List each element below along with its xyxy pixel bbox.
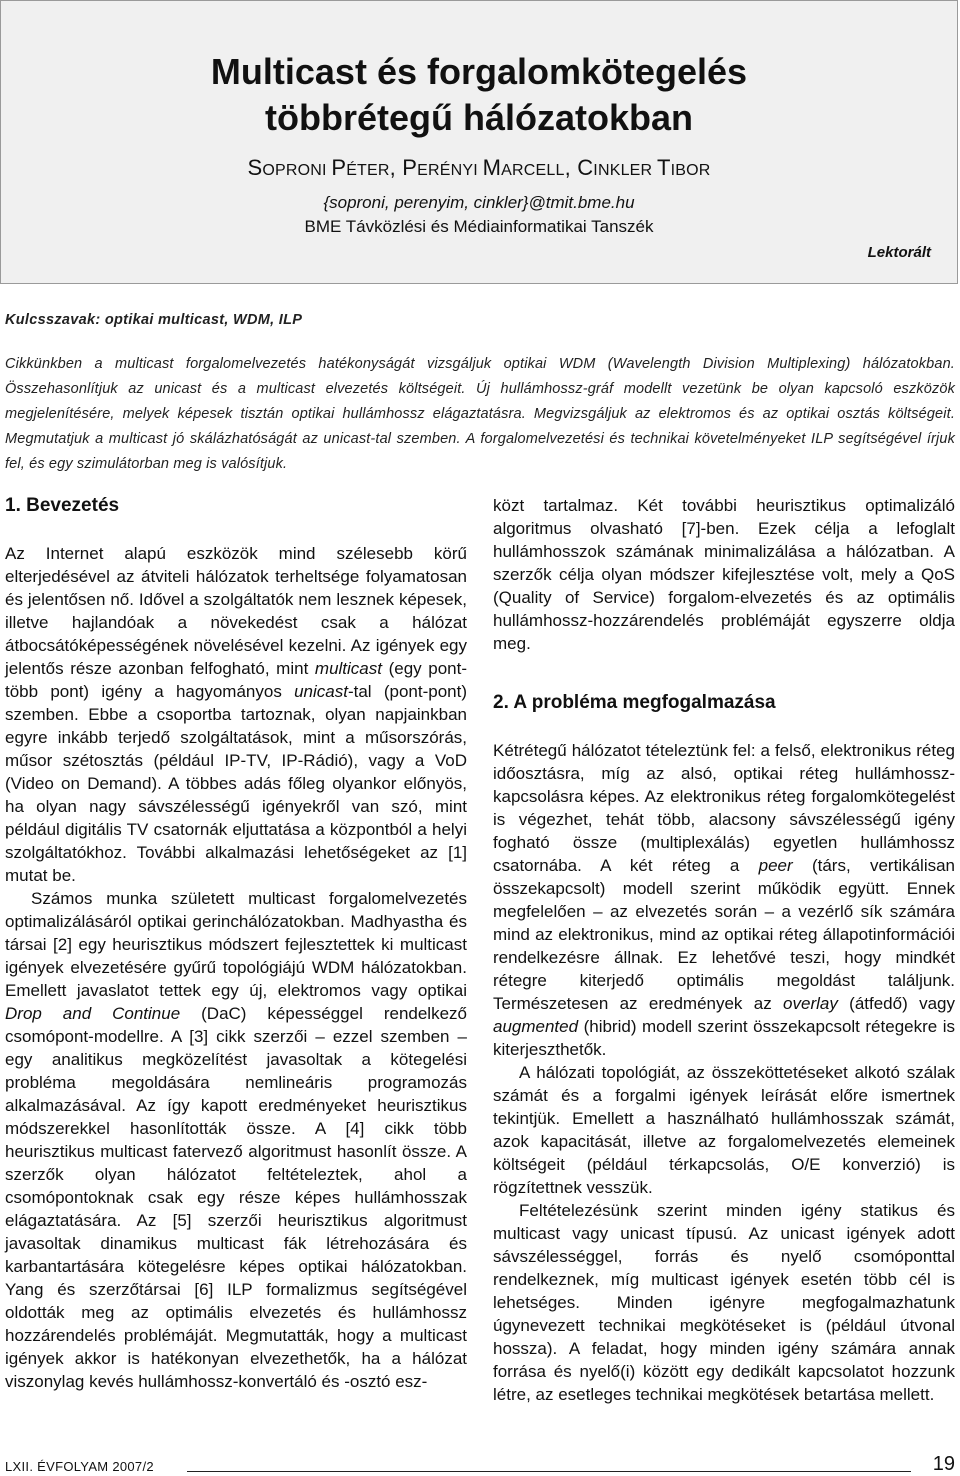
column-left	[5, 494, 467, 1393]
column-right	[493, 494, 955, 1406]
abstract: Cikkünkben a multicast forgalomelvezetés hatékonyságát vizsgáljuk optikai WDM (Wavelength Division Multiplexing) hálózatokban. Összehasonlítjuk az unicast és a multicast elvezetés költségeit. Új hullámhossz-gráf modellt vezetünk be olyan kapcsoló eszközök megjelenítésére, melyek képesek tisztán optikai hullámhossz elágaztatásra. Megvizsgáljuk az elektromos és az optikai osztás költségeit. Megmutatjuk a multicast jó skálázhatóságát az unicast-tal szemben. A forgalomelvezetési és technikai követelményeket ILP segítségével írjuk fel, és egy szimulátorban meg is valósítjuk.	[5, 356, 955, 472]
author-emails: {soproni, perenyim, cinkler}@tmit.bme.hu	[323, 193, 635, 212]
title-line-1: Multicast és forgalomkötegelés	[210, 51, 748, 92]
department: BME Távközlési és Médiainformatikai Tanszék	[304, 217, 654, 236]
author-2: PERÉNYI MARCELL	[402, 155, 565, 180]
section-1-paragraph-1: Az Internet alapú eszközök mind szélesebb körű elterjedésével az átviteli hálózatok terheltsége folyamatosan és jelentősen nő. Idővel a szolgáltatók nem lesznek képesek, illetve hajlandóak a növekedést csak a hálózat átbocsátóképességének növelésével kezelni. Az igények egy jelentős része azonban felfogható, mint multicast (egy pont-több pont) igény a hagyományos unicast-tal (pont-pont) szemben. Ebbe a csoportba tartoznak, olyan napjainkban egyre inkább terjedő szolgáltatások, mint a műsorszórás, műsor szétosztás (például IP-TV, IP-Rádió), vagy a VoD (Video on Demand). A többes adás főleg olyankor előnyös, ha olyan nagy sávszélességű igényekről van szó, mint például digitális TV csatornák eljuttatása a központból a helyi szolgáltatókhoz. További alkalmazási lehetőségeket az [1] mutat be.	[5, 544, 468, 885]
section-1-heading: 1. Bevezetés	[5, 495, 120, 516]
page-number: 19	[932, 1453, 955, 1475]
footer-rule	[187, 1471, 911, 1472]
section-2-paragraph-2: A hálózati topológiát, az összeköttetéseket alkotó szálak számát és a forgalmi igények leírását előre ismertnek tekintjük. Emellett a használható hullámhosszak számát, azok kapacitását, illetve az forgalomelvezetés elemeinek költségeit (például térkapcsolás, O/E konverzió) is rögzítettnek vesszük.	[493, 1063, 955, 1197]
author-1: SOPRONI PÉTER	[247, 155, 390, 180]
paper-title	[1, 49, 957, 141]
reviewed-badge: Lektorált	[867, 244, 931, 261]
volume-label: LXII. ÉVFOLYAM 2007/2	[5, 1459, 154, 1474]
section-2-paragraph-1: Kétrétegű hálózatot tételeztünk fel: a felső, elektronikus réteg időosztásra, míg az alsó, optikai réteg hullámhossz-kapcsolásra képes. Az elektronikus réteg forgalomkötegelést is végezhet, tehát több, alacsony sávszélességű igény fogható össze (multiplexálás) egyetlen hullámhossz csatornába. A két réteg a peer (társ, vertikálisan összekapcsolt) modell szerint működik együtt. Ennek megfelelően – az elvezetés során – a vezérlő sík számára mind az elektronikus, mind az optikai réteg állapotinformációi rendelkezésre állnak. Ez lehetővé teszi, hogy mindkét rétegre kiterjedő optimális megoldást találjunk. Természetesen az eredmények az overlay (átfedő) vagy augmented (hibrid) modell szerint összekapcsolt rétegekre is kiterjeszthetők.	[493, 741, 956, 1059]
section-1-paragraph-2-continued: közt tartalmaz. Két további heurisztikus optimalizáló algoritmus olvasható [7]-ben. Ezek célja a lefoglalt hullámhosszok számának minimalizálása a hálózatban. A szerzők célja olyan módszer kifejlesztése volt, mely a QoS (Quality of Service) forgalom-elvezetés és az optimális hullámhossz-hozzárendelés problémáját egyszerre oldja meg.	[493, 496, 955, 653]
keywords: Kulcsszavak: optikai multicast, WDM, ILP	[5, 312, 303, 328]
author-3: CINKLER TIBOR	[577, 155, 711, 180]
section-2-heading: 2. A probléma megfogalmazása	[493, 692, 776, 713]
title-line-2: többrétegű hálózatokban	[264, 97, 693, 138]
title-box	[0, 0, 958, 284]
section-2-paragraph-3: Feltételezésünk szerint minden igény statikus és multicast vagy unicast típusú. Az unicast igények adott sávszélességgel, forrás és nyelő csomóponttal rendelkeznek, míg multicast igények esetén több cél is lehetséges. Minden igényre megfogalmazhatunk úgynevezett technikai megkötéseket is (például útvonal hossza). A feladat, hogy minden igény számára annak forrása és nyelő(i) között egy dedikált kapcsolatot hozzunk létre, az esetleges technikai megkötések betartása mellett.	[493, 1201, 955, 1404]
page-footer	[5, 1455, 955, 1475]
author-list: SOPRONI PÉTER, PERÉNYI MARCELL, CINKLER TIBOR	[247, 155, 711, 180]
section-1-paragraph-2: Számos munka született multicast forgalomelvezetés optimalizálásáról optikai gerinchálózatokban. Madhyastha és társai [2] egy heurisztikus módszert fejlesztettek ki multicast igények elvezetésére gyűrű topológiájú WDM hálózatokban. Emellett javaslatot tettek egy új, elektromos vagy optikai Drop and Continue (DaC) képességgel rendelkező csomópont-modellre. A [3] cikk szerzői – ezzel szemben – egy analitikus megközelítést javasoltak a kötegelési probléma megoldására nemlineáris programozás alkalmazásával. Az így kapott eredményeket heurisztikus módszerekkel hasonlították össze. A [4] cikk több heurisztikus multicast fatervező algoritmust hasonlít össze. A szerzők olyan hálózatot feltételeztek, ahol a csomópontoknak csak egy része képes hullámhosszak elágaztatására. Az [5] szerzői heurisztikus algoritmust javasoltak dinamikus multicast fák létrehozására és karbantartására kötegelésre képes optikai hálózatokban. Yang és szerzőtársai [6] ILP formalizmus segítségével oldották meg az optimális elvezetés és hullámhossz hozzárendelés problémáját. Megmutatták, hogy a multicast igények akkor is hatékonyan elvezethetők, ha a hálózat viszonylag kevés hullámhossz-konvertáló és -osztó esz-	[5, 889, 467, 1391]
